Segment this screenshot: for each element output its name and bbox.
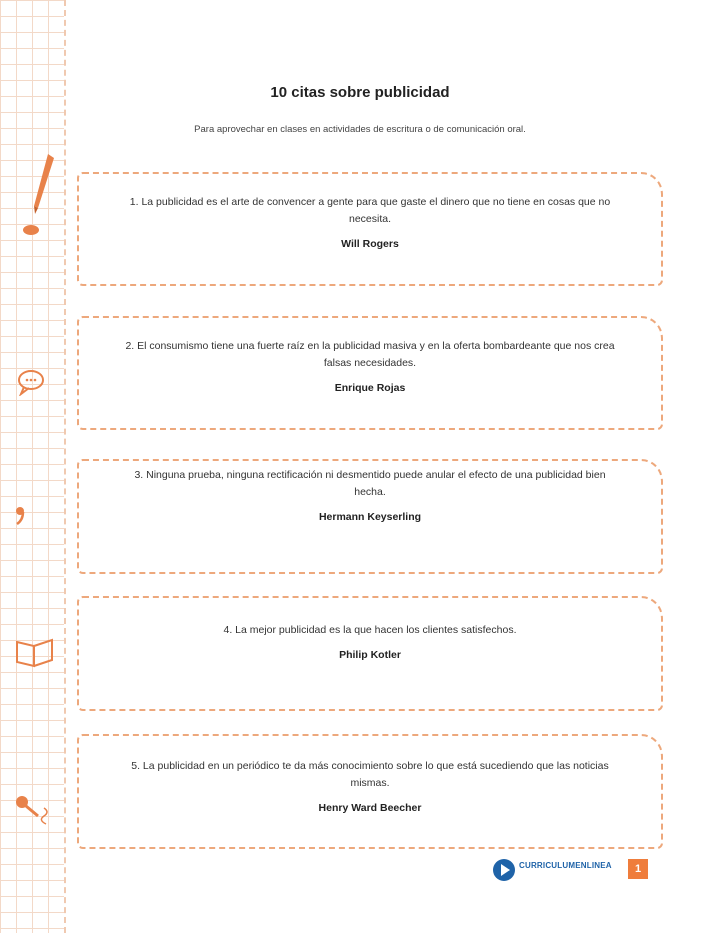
quote-text: 3. Ninguna prueba, ninguna rectificación ni desmentido puede anular el efecto de una publicidad bien hecha. bbox=[134, 469, 606, 498]
quote-author: Will Rogers bbox=[341, 238, 399, 250]
quote-text: 2. El consumismo tiene una fuerte raíz en la publicidad masiva y en la oferta bombardeante que nos crea falsas necesidades. bbox=[125, 340, 615, 369]
quote-card-4 bbox=[77, 596, 663, 711]
quote-author: Enrique Rojas bbox=[334, 382, 406, 394]
quote-text: 4. La mejor publicidad es la que hacen los clientes satisfechos. bbox=[223, 624, 517, 636]
quote-text: 1. La publicidad es el arte de convencer a gente para que gaste el dinero que no tiene en cosas que no necesita. bbox=[129, 196, 611, 225]
quote-text: 5. La publicidad en un periódico te da más conocimiento sobre lo que está sucediendo que las noticias mismas. bbox=[131, 760, 609, 789]
comma-icon bbox=[12, 504, 28, 526]
quote-card-2 bbox=[77, 316, 663, 430]
quote-card-5 bbox=[77, 734, 663, 849]
speech-bubble-icon bbox=[16, 368, 48, 396]
footer-logo-text: CURRICULUMENLINEA bbox=[519, 861, 612, 870]
quote-author: Henry Ward Beecher bbox=[318, 802, 422, 814]
quote-author: Philip Kotler bbox=[339, 649, 401, 661]
quote-card-3 bbox=[77, 459, 663, 574]
page-number: 1 bbox=[628, 859, 648, 879]
quote-card-1 bbox=[77, 172, 663, 286]
microphone-icon bbox=[14, 794, 54, 826]
pen-icon bbox=[20, 152, 60, 236]
margin-divider bbox=[64, 0, 66, 933]
page-subtitle: Para aprovechar en clases en actividades de escritura o de comunicación oral. bbox=[194, 124, 526, 135]
book-icon bbox=[14, 636, 56, 668]
page-title: 10 citas sobre publicidad bbox=[270, 84, 450, 101]
quote-author: Hermann Keyserling bbox=[318, 511, 422, 523]
